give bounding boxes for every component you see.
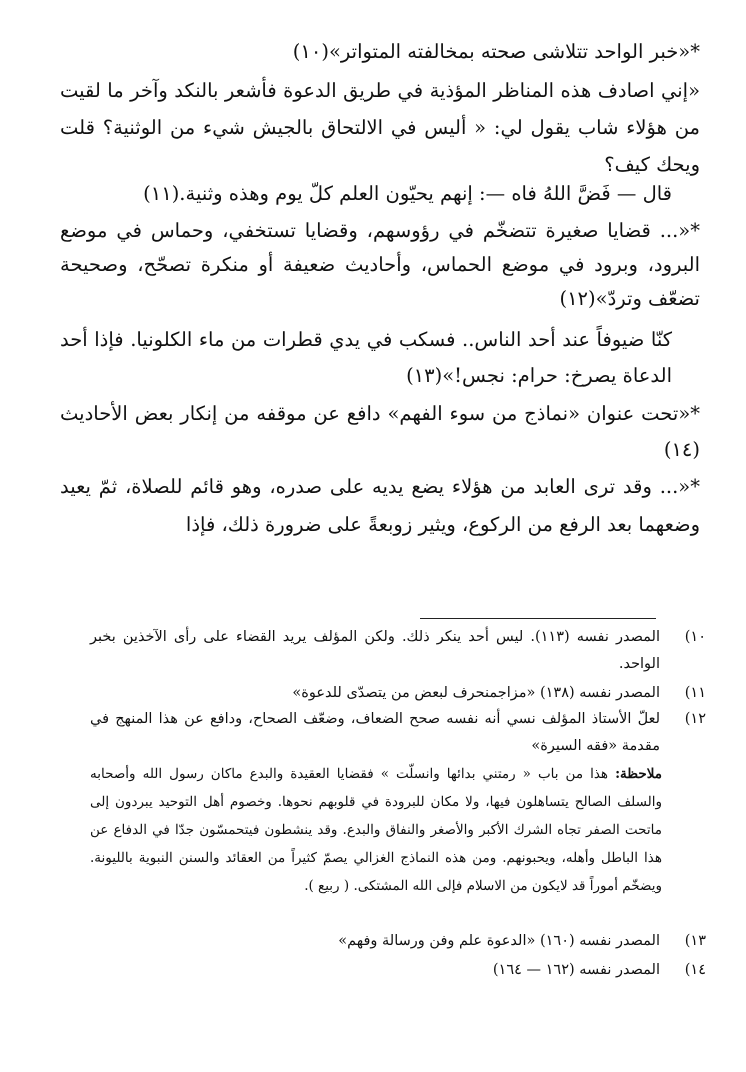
footnote-divider (420, 618, 656, 619)
paragraph-5: كنّا ضيوفاً عند أحد الناس.. فسكب في يدي قطرات من ماء الكلونيا. فإذا أحد الدعاة يصرخ: حرام: نجس!»(١٣) (60, 328, 672, 387)
note-signature: ( ربيع ). (304, 878, 350, 894)
paragraph-6: *«تحت عنوان «نماذج من سوء الفهم» دافع عن موقفه من إنكار بعض الأحاديث (١٤) (60, 402, 700, 461)
footnote-text: لعلّ الأستاذ المؤلف نسي أنه نفسه صحح الضعاف، وضعّف الصحاح، ودافع عن هذا المنهج في مقدمة «فقه السيرة» (90, 711, 660, 754)
footnote-10 (90, 624, 706, 678)
footnote-text: المصدر نفسه (١١٣). ليس أحد ينكر ذلك. ولكن المؤلف يريد القضاء على رأى الآخذين بخبر الواحد. (90, 629, 660, 672)
footnote-number: ١٢) (684, 711, 706, 727)
footnote-number: ١٤) (684, 962, 706, 978)
editor-note (90, 760, 662, 900)
note-text: هذا من باب « رمتني بدائها وانسلّت » فقضايا العقيدة والبدع ماكان رسول الله وأصحابه والسلف الصالح يتساهلون فيها، ولا مكان للبرودة في قلوبهم نحوها. وخصوم أهل التوحيد يبردون إلى ماتحت الصفر تجاه الشرك الأكبر والأصغر والنفاق والبدع. وقد ينشطون فيتحمسّون جدّا في الدفاع عن هذا الباطل وأهله، ويحبونهم. ومن هذه النماذج الغزالي يصمّ كثيراً من العقائد والسنن النبوية بالليونة. ويضخّم أموراً قد لايكون من الاسلام فإلى الله المشتكى. (90, 766, 662, 894)
paragraph-3: قال — فَضَّ اللهُ فاه —: إنهم يحيّون العلم كلّ يوم وهذه وثنية.(١١) (143, 182, 672, 205)
footnote-text: المصدر نفسه (١٣٨) «مزاجمنحرف لبعض من يتصدّى للدعوة» (292, 685, 660, 701)
paragraph-2: «إني اصادف هذه المناظر المؤذية في طريق الدعوة فأشعر بالنكد وآخر ما لقيت من هؤلاء شاب يقول لي: « أليس في الالتحاق بالجيش شيء من الوثنية؟ قلت ويحك كيف؟ (60, 79, 700, 176)
footnote-14 (90, 957, 706, 984)
paragraph-4: *«... قضايا صغيرة تتضخّم في رؤوسهم، وقضايا تستخفي، وحماس في موضع البرود، وبرود في موضع الحماس، وأحاديث ضعيفة أو منكرة تصحّح، وصحيحة تضعّف وتردّ»(١٢) (60, 219, 700, 310)
footnote-number: ١٠) (684, 629, 706, 645)
footnote-text: المصدر نفسه (١٦٢ — ١٦٤) (492, 962, 660, 978)
footnote-12 (90, 706, 706, 760)
footnote-number: ١١) (684, 685, 706, 701)
note-label: ملاحظة: (615, 766, 663, 782)
footnote-13 (90, 928, 706, 955)
paragraph-1: *«خبر الواحد تتلاشى صحته بمخالفته المتواتر»(١٠) (292, 40, 700, 63)
footnote-number: ١٣) (684, 933, 706, 949)
footnote-11 (90, 680, 706, 707)
footnote-text: المصدر نفسه (١٦٠) «الدعوة علم وفن ورسالة وفهم» (338, 933, 660, 949)
paragraph-7: *«... وقد ترى العابد من هؤلاء يضع يديه على صدره، وهو قائم للصلاة، ثمّ يعيد وضعهما بعد الرفع من الركوع، ويثير زوبعةً على ضرورة ذلك، فإذا (60, 475, 700, 536)
